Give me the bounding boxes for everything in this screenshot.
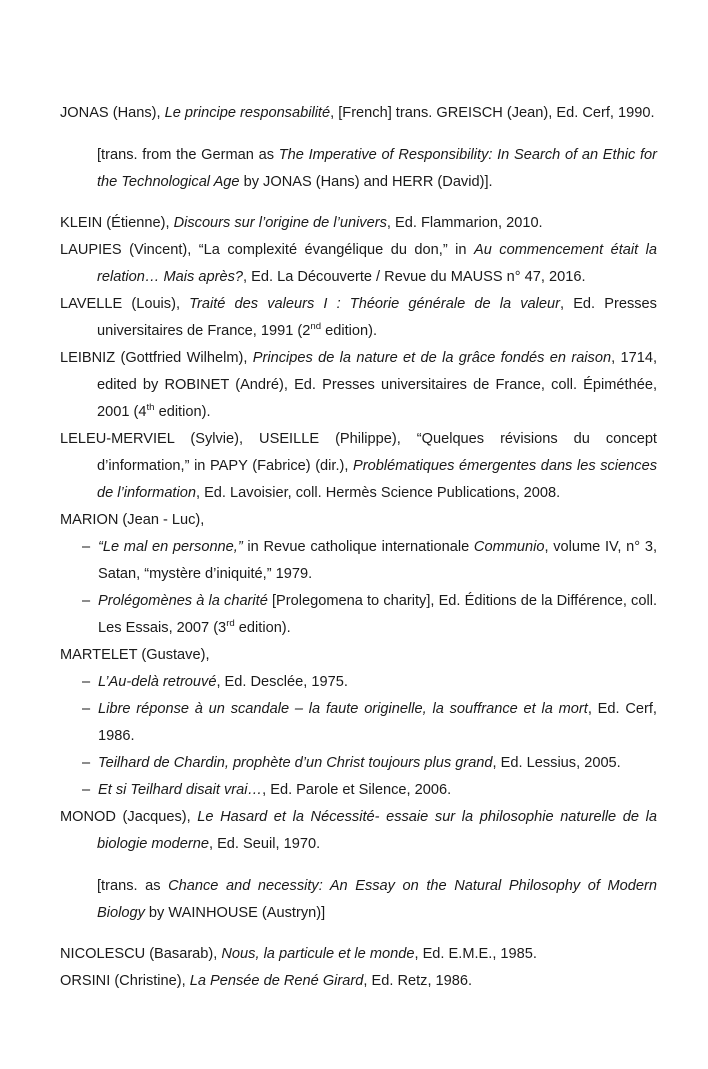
item-rest: , Ed. Lessius, 2005. (492, 755, 621, 772)
entry-rest: , Ed. La Découverte / Revue du MAUSS n° 47, 2016. (243, 269, 586, 286)
dash-marker: – (82, 539, 91, 556)
author-heading: MARTELET (Gustave), (60, 647, 210, 664)
bibliography-entry (60, 345, 657, 426)
entry-rest: , Ed. E.M.E., 1985. (414, 946, 537, 963)
entry-author: LEIBNIZ (Gottfried Wilhelm), (60, 350, 253, 367)
bibliography-entry (60, 941, 657, 968)
dash-marker: – (82, 701, 91, 718)
entry-title: Nous, la particule et le monde (221, 946, 415, 963)
bibliography-entry (60, 804, 657, 858)
item-title: Teilhard de Chardin, prophète d’un Christ toujours plus grand (98, 755, 493, 772)
item-rest: , Ed. Parole et Silence, 2006. (262, 782, 452, 799)
entry-rest: , [French] trans. GREISCH (Jean), Ed. Cerf, 1990. (330, 105, 655, 121)
item-title-secondary: Communio (473, 539, 545, 556)
entry-author: LELEU-MERVIEL (Sylvie), USEILLE (Philippe), “Quelques révisions du concept d’information,” in PAPY (Fabrice) (dir.), (60, 431, 657, 475)
entry-author: JONAS (Hans), (60, 105, 165, 121)
item-title: Libre réponse à un scandale – la faute originelle, la souffrance et la mort (98, 701, 588, 718)
entry-title: La Pensée de René Girard (189, 973, 364, 990)
entry-author: NICOLESCU (Basarab), (60, 946, 222, 963)
dash-marker: – (82, 674, 91, 691)
item-rest: in Revue catholique internationale (242, 539, 474, 556)
item-title: Prolégomènes à la charité (98, 593, 268, 610)
item-rest: , Ed. Cerf, 1986. (98, 701, 657, 745)
list-item (82, 669, 657, 696)
dash-marker: – (82, 593, 91, 610)
list-item (82, 534, 657, 588)
author-heading: MARION (Jean - Luc), (60, 512, 205, 529)
edition-ordinal-suffix: nd (310, 321, 322, 333)
list-item (82, 777, 657, 804)
note-title: The Imperative of Responsibility: In Search of an Ethic for the Technological Age (97, 146, 657, 190)
dash-marker: – (82, 782, 91, 799)
note-suffix: by WAINHOUSE (Austryn)] (144, 904, 326, 921)
entry-title: Discours sur l’origine de l’univers (173, 215, 387, 232)
entry-author: MONOD (Jacques), (60, 809, 198, 826)
entry-rest: , Ed. Retz, 1986. (363, 973, 473, 990)
entry-author: LAUPIES (Vincent), “La complexité évangélique du don,” in (60, 242, 474, 259)
entry-tail: edition). (321, 323, 378, 340)
entry-author: LAVELLE (Louis), (60, 296, 190, 313)
entry-title: Le Hasard et la Nécessité- essaie sur la philosophie naturelle de la biologie moderne (97, 809, 657, 853)
translation-note (97, 873, 657, 927)
edition-ordinal-suffix: rd (226, 618, 235, 630)
bibliography-page (60, 100, 657, 995)
entry-rest: , Ed. Flammarion, 2010. (386, 215, 543, 232)
item-rest: , Ed. Desclée, 1975. (216, 674, 348, 691)
bibliography-entry (60, 100, 657, 127)
entry-title: Problématiques émergentes dans les sciences de l’information (97, 458, 657, 502)
entry-rest: , 1714, edited by ROBINET (André), Ed. Presses universitaires de France, coll. Épiméthée, 2001 (4 (97, 350, 657, 421)
item-rest-secondary: , volume IV, n° 3, Satan, “mystère d’iniquité,” 1979. (98, 539, 658, 583)
entry-author: ORSINI (Christine), (60, 973, 190, 990)
list-item-text (98, 750, 657, 777)
list-item-text (98, 588, 657, 642)
entry-rest: , Ed. Lavoisier, coll. Hermès Science Publications, 2008. (195, 485, 561, 502)
item-title: L’Au-delà retrouvé (98, 674, 217, 691)
bibliography-entry (60, 968, 657, 995)
list-item (82, 750, 657, 777)
note-suffix: by JONAS (Hans) and HERR (David)]. (239, 173, 493, 190)
entry-title: Traité des valeurs I : Théorie générale de la valeur (189, 296, 560, 313)
entry-rest: , Ed. Presses universitaires de France, 1991 (2 (97, 296, 657, 340)
entry-title: Principes de la nature et de la grâce fondés en raison (252, 350, 612, 367)
entry-title: Le principe responsabilité (164, 105, 331, 121)
bibliography-entry (60, 210, 657, 237)
item-title: Et si Teilhard disait vrai… (98, 782, 263, 799)
list-item-text (98, 696, 657, 750)
bibliography-entry (60, 291, 657, 345)
entry-author: KLEIN (Étienne), (60, 215, 174, 232)
note-prefix: [trans. from the German as (97, 146, 279, 163)
list-item-text (98, 534, 657, 588)
list-item (82, 696, 657, 750)
entry-rest: , Ed. Seuil, 1970. (208, 836, 321, 853)
list-item (82, 588, 657, 642)
note-title: Chance and necessity: An Essay on the Natural Philosophy of Modern Biology (97, 877, 657, 921)
entry-tail: edition). (154, 404, 211, 421)
edition-ordinal-suffix: th (146, 402, 155, 414)
list-item-text (98, 777, 657, 804)
dash-marker: – (82, 755, 91, 772)
item-title: “Le mal en personne,” (98, 539, 243, 556)
note-prefix: [trans. as (97, 877, 169, 894)
item-tail: edition). (234, 620, 291, 637)
translation-note (97, 142, 657, 196)
bibliography-entry (60, 237, 657, 291)
list-item-text (98, 669, 657, 696)
item-rest: [Prolegomena to charity], Ed. Éditions de la Différence, coll. Les Essais, 2007 (3 (98, 593, 657, 637)
bibliography-entry (60, 426, 657, 507)
entry-title: Au commencement était la relation… Mais après? (97, 242, 657, 286)
